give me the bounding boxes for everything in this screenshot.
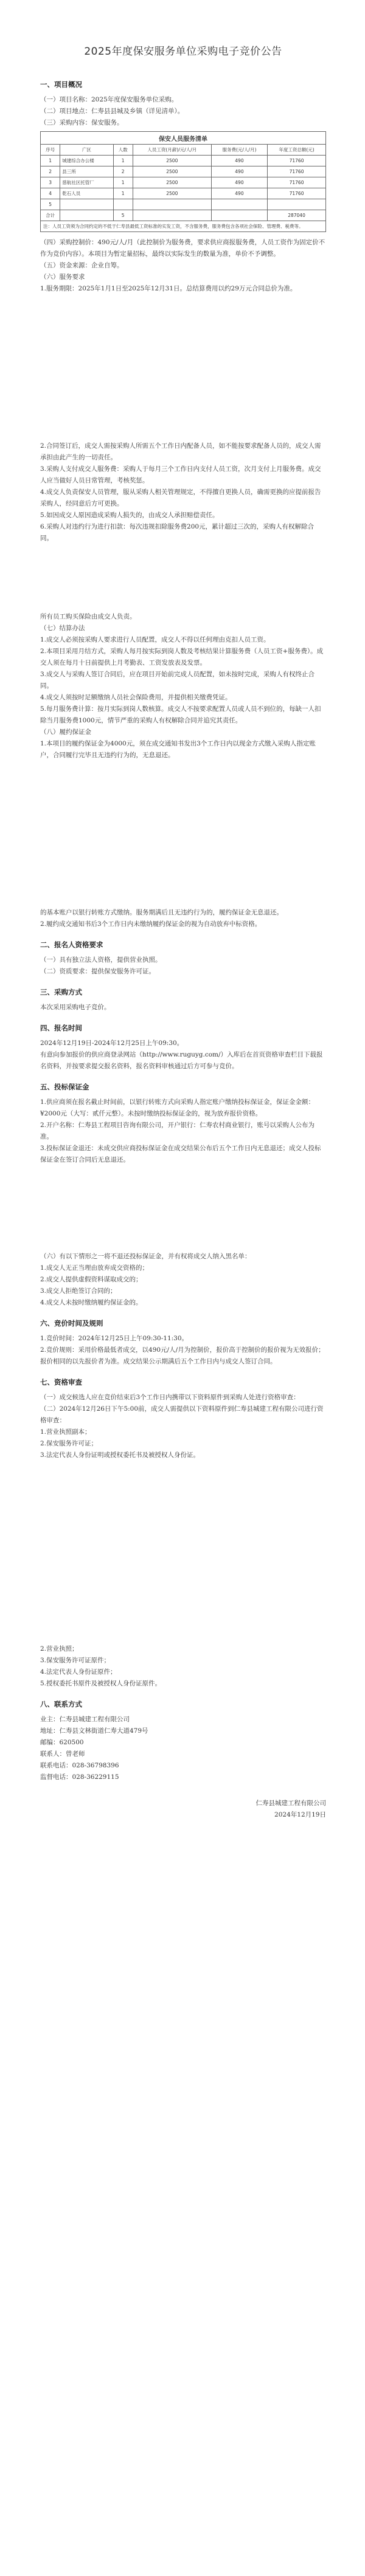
table-cell: 2500	[133, 166, 211, 177]
paragraph: 1.成交人必须按采购人要求进行人员配置，成交人不得以任何理由克扣人员工资。	[40, 636, 270, 643]
table-row	[41, 188, 326, 199]
table-cell: 490	[211, 156, 267, 166]
paragraph: 有意向参加报价的供应商登录网站（http://www.ruguyg.com/）入库后在首页资格审查栏目下载报名资料，并按要求提交报名资料，报名资料审核通过后方可参与竞价。	[40, 1051, 323, 1070]
table-cell	[133, 199, 211, 210]
blank-area	[40, 1461, 326, 1643]
blank-area	[40, 544, 326, 611]
paragraph: 4.成交人须按时足额缴纳人员社会保险费用，并提供相关缴费凭证。	[40, 694, 232, 701]
paragraph: 4.成交人负责保安人员管理，服从采购人相关管理规定，不得擅自更换人员，确需更换的应提前报告采购人，经同意后方可更换。	[40, 488, 321, 507]
paragraph: （六）服务要求	[40, 273, 85, 281]
section-heading-overview: 一、项目概况	[40, 80, 82, 89]
contact-line: 地址：仁寿县文林街道仁寿大道479号	[40, 1727, 148, 1735]
paragraph: （三）采购内容：保安服务。	[40, 119, 123, 126]
paragraph: （二）项目地点：仁寿县县城及乡镇（详见清单）。	[40, 108, 184, 115]
section-heading-bidding: 六、竞价时间及规则	[40, 1319, 103, 1327]
table-note: 注：人员工资须为合同约定的不低于仁寿县最低工资标准的实发工资，不含服务费，服务费包含各项社会保险、管理费、税费等。	[41, 221, 326, 232]
table-cell: 2500	[133, 156, 211, 166]
personnel-table	[40, 131, 326, 232]
table-cell	[211, 210, 267, 221]
paragraph: 3.采购人支付成交人服务费：采购人于每月三个工作日内支付人员工资，次月支付上月服务费。成交人应当做好人员日常管理，考核奖惩。	[40, 465, 321, 484]
table-header-row	[41, 145, 326, 156]
table-cell: 490	[211, 166, 267, 177]
paragraph: 2.开户名称：仁寿县工程项目咨询有限公司，开户银行：仁寿农村商业银行，账号以采购人公布为准。	[40, 1122, 315, 1140]
section-heading-review: 七、资格审查	[40, 1378, 82, 1386]
paragraph: 5.每月服务费计算：按月实际到岗人数核算。成交人不按要求配置人员或人员不到位的，每缺一人扣除当月服务费1000元，情节严重的采购人有权解除合同并追究其责任。	[40, 705, 321, 724]
paragraph: 1.本项目的履约保证金为4000元，须在成交通知书发出3个工作日内以现金方式缴入采购人指定账户，合同履行完毕且无违约行为的，无息退还。	[40, 740, 316, 759]
table-cell: 县三所	[60, 166, 113, 177]
contact-line: 监督电话：028-36229115	[40, 1773, 119, 1781]
table-cell	[60, 210, 113, 221]
table-row	[41, 199, 326, 210]
paragraph: （五）资金来源：企业自筹。	[40, 262, 123, 269]
paragraph: 的基本账户以银行转账方式缴纳。服务期满后且无违约行为的，履约保证金无息退还。	[40, 909, 283, 916]
table-header: 服务费(元/人/月)	[211, 145, 267, 156]
table-cell: 2500	[133, 177, 211, 188]
contact-line: 联系电话：028-36798396	[40, 1762, 119, 1769]
table-total-row	[41, 210, 326, 221]
table-cell	[113, 199, 133, 210]
table-cell	[268, 199, 326, 210]
table-cell: 3	[41, 177, 60, 188]
paragraph: 5.如因成交人原因造成采购人损失的，由成交人承担赔偿责任。	[40, 512, 219, 519]
paragraph: （七）结算办法	[40, 625, 85, 632]
paragraph: 3.投标保证金退还：未成交供应商投标保证金在成交结果公布后五个工作日内无息退还；成交人投标保证金在签订合同后无息退还。	[40, 1145, 321, 1163]
page-title: 2025年度保安服务单位采购电子竞价公告	[84, 46, 282, 58]
blank-area	[40, 1166, 326, 1251]
table-cell: 71760	[268, 166, 326, 177]
table-header: 人数	[113, 145, 133, 156]
section-heading-contact: 八、联系方式	[40, 1700, 82, 1708]
signature-date: 2024年12月19日	[274, 1811, 326, 1818]
section-heading-method: 三、采购方式	[40, 988, 82, 996]
paragraph: 3.法定代表人身份证明或授权委托书及被授权人身份证。	[40, 1451, 200, 1459]
paragraph: 3.成交人与采购人签订合同后，应在项目开始前完成人员配置，如未按时完成，采购人有权终止合同。	[40, 671, 315, 690]
table-row	[41, 177, 326, 188]
paragraph: （二）资质要求：提供保安服务许可证。	[40, 968, 155, 975]
paragraph: 1.供应商须在报名截止时间前，以银行转账方式向采购人指定账户缴纳投标保证金，保证金金额：¥2000元（大写：贰仟元整）。未按时缴纳投标保证金的，视为放弃报价资格。	[40, 1098, 315, 1117]
table-cell: 2	[41, 166, 60, 177]
section-heading-registration: 四、报名时间	[40, 1024, 82, 1032]
table-cell: 合计	[41, 210, 60, 221]
table-cell: 71760	[268, 188, 326, 199]
signature-company: 仁寿县城建工程有限公司	[255, 1800, 326, 1807]
paragraph: 1.竞价时间：2024年12月25日上午09:30-11:30。	[40, 1335, 189, 1342]
paragraph: 1.成交人无正当理由放弃成交资格的；	[40, 1264, 149, 1272]
paragraph: 3.保安服务许可证原件；	[40, 1657, 111, 1664]
table-cell: 5	[41, 199, 60, 210]
table-row	[41, 156, 326, 166]
blank-area	[40, 761, 326, 907]
paragraph: 4.法定代表人身份证原件；	[40, 1668, 117, 1676]
contact-line: 联系人：曾老师	[40, 1750, 85, 1758]
table-cell: 慈航社区托管厂	[60, 177, 113, 188]
contact-line: 业主：仁寿县城建工程有限公司	[40, 1716, 130, 1723]
paragraph: （一）具有独立法人资格，提供营业执照。	[40, 956, 162, 964]
table-cell: 1	[113, 156, 133, 166]
paragraph: 2.保安服务许可证；	[40, 1440, 98, 1447]
table-cell	[211, 199, 267, 210]
section-heading-deposit: 五、投标保证金	[40, 1083, 89, 1091]
table-header: 人员工资(月薪)/元/人/月	[133, 145, 211, 156]
paragraph: 2.合同签订后，成交人需按采购人所需五个工作日内配备人员，如不能按要求配备人员的，成交人需承担由此产生的一切责任。	[40, 442, 321, 461]
paragraph: 2.本项目采用月结方式，采购人每月按实际到岗人数及考核结果计算服务费（人员工资+服务费）。成交人须在每月十日前提供上月考勤表、工资发放表及发票。	[40, 648, 324, 666]
table-cell: 490	[211, 177, 267, 188]
table-cell: 490	[211, 188, 267, 199]
blank-area	[40, 295, 326, 440]
table-header: 年度工资总额(元)	[268, 145, 326, 156]
table-cell: 5	[113, 210, 133, 221]
paragraph: （四）采购控制价：490元/人/月（此控制价为服务费，要求供应商报服务费，人员工资作为固定价不作为竞价内容）。本项目为暂定量招标，最终以实际发生的数量为准，单价不予调整。	[40, 239, 325, 258]
table-caption: 保安人员服务清单	[41, 132, 326, 145]
table-cell: 1	[113, 177, 133, 188]
paragraph: 5.授权委托书原件及被授权人身份证原件。	[40, 1680, 162, 1687]
table-cell: 2	[113, 166, 133, 177]
table-header: 序号	[41, 145, 60, 156]
table-row	[41, 166, 326, 177]
paragraph: 2.履约成交通知书后3个工作日内未缴纳履约保证金的视为自动放弃中标资格。	[40, 920, 262, 928]
section-heading-qualification: 二、报名人资格要求	[40, 940, 103, 949]
paragraph: （一）成交候选人应在竞价结束后3个工作日内携带以下资料原件到采购人处进行资格审查：	[40, 1394, 300, 1401]
blank-area	[40, 1783, 326, 1798]
paragraph: （一）项目名称：2025年度保安服务单位采购。	[40, 96, 178, 103]
contact-line: 邮编：620500	[40, 1739, 84, 1746]
paragraph: 2.营业执照；	[40, 1645, 78, 1653]
table-cell: 71760	[268, 156, 326, 166]
paragraph: 2.竞价规则：采用价格最低者成交，以490元/人/月为控制价，报价高于控制价的报价视为无效报价；报价相同的以先报价者为准。成交结果公示期满后五个工作日内与成交人签订合同。	[40, 1346, 325, 1365]
table-cell: 1	[41, 156, 60, 166]
paragraph: 2024年12月19日-2024年12月25日上午09:30。	[40, 1040, 184, 1047]
table-cell: 4	[41, 188, 60, 199]
table-cell	[60, 199, 113, 210]
table-cell: 乾石人员	[60, 188, 113, 199]
table-cell: 1	[113, 188, 133, 199]
paragraph: 2.成交人提供虚假资料谋取成交的；	[40, 1276, 142, 1283]
paragraph: （六）有以下情形之一将不退还投标保证金，并有权将成交人纳入黑名单：	[40, 1253, 251, 1260]
table-cell: 287040	[268, 210, 326, 221]
paragraph: 所有员工购买保险由成交人负责。	[40, 613, 136, 620]
paragraph: （二）2024年12月26日下午5:00前，成交人需提供以下资料原件到仁寿县城建工程有限公司进行资格审查：	[40, 1405, 324, 1424]
paragraph: 1.营业执照副本；	[40, 1428, 91, 1436]
paragraph: 1.服务期限：2025年1月1日至2025年12月31日。总结算费用以约29万元合同总价为准。	[40, 285, 297, 292]
table-header: 广区	[60, 145, 113, 156]
paragraph: （八）履约保证金	[40, 728, 91, 736]
table-cell: 城建综合办公楼	[60, 156, 113, 166]
paragraph: 3.成交人拒绝签订合同的；	[40, 1287, 117, 1295]
table-cell	[133, 210, 211, 221]
table-cell: 2500	[133, 188, 211, 199]
paragraph: 4.成交人未按时缴纳履约保证金的。	[40, 1299, 142, 1306]
table-cell: 71760	[268, 177, 326, 188]
paragraph: 本次采用采购电子竞价。	[40, 1004, 111, 1011]
paragraph: 6.采购人对违约行为进行扣款：每次违规扣除服务费200元，累计超过三次的，采购人有权解除合同。	[40, 523, 315, 542]
